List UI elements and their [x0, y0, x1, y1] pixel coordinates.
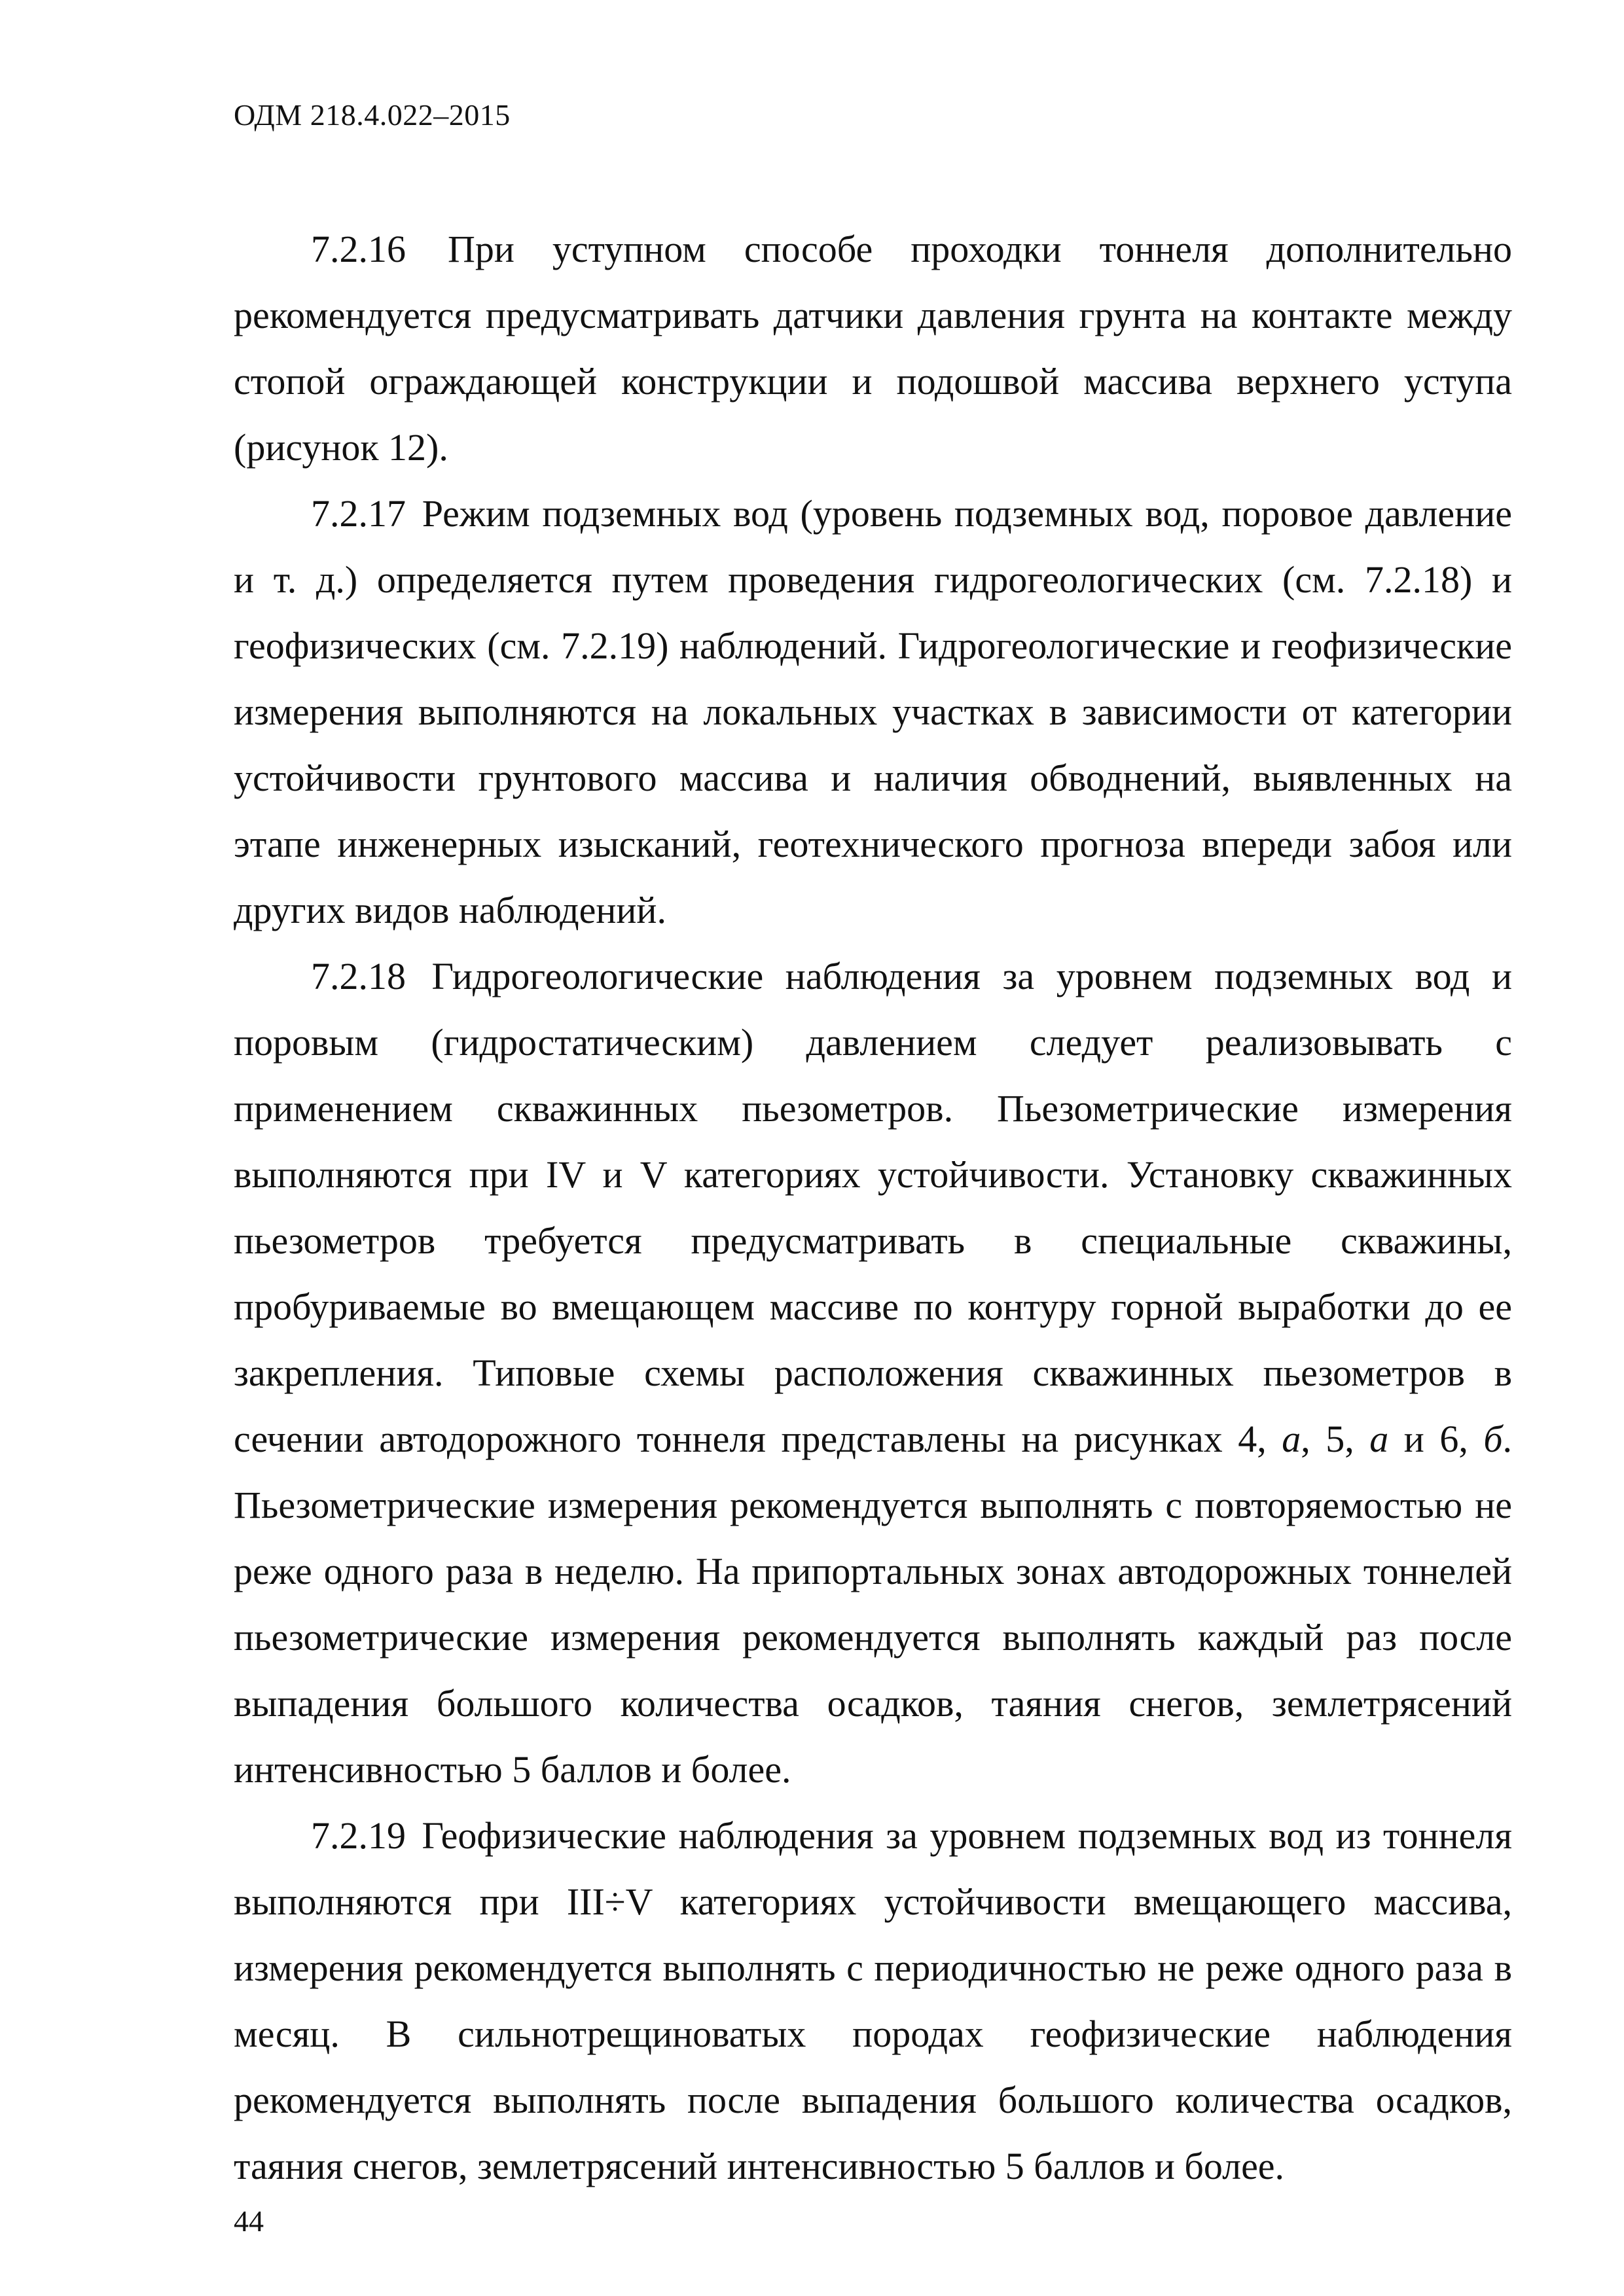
clause-number: 7.2.19	[311, 1814, 406, 1857]
figure-ref-4a: а	[1282, 1418, 1301, 1460]
paragraph-text: Режим подземных вод (уровень подземных вод, поровое давление и т. д.) определяется путем проведения гидрогеологических (см. 7.2.18) и геофизических (см. 7.2.19) наблюдений. Гидрогеологические и геофизические измерения выполняются на локальных участках в зависимости от категории устойчивости грунтового массива и наличия обводнений, выявленных на этапе инженерных изысканий, геотехнического прогноза впереди забоя или других видов наблюдений.	[234, 492, 1512, 931]
paragraph-text: Геофизические наблюдения за уровнем подземных вод из тоннеля выполняются при III÷V категориях устойчивости вмещающего массива, измерения рекомендуется выполнять с периодичностью не реже одного раза в месяц. В сильнотрещиноватых породах геофизические наблюдения рекомендуется выполнять после выпадения большого количества осадков, таяния снегов, землетрясений интенсивностью 5 баллов и более.	[234, 1814, 1513, 2187]
paragraph-7-2-19	[234, 1803, 1512, 2199]
document-body	[234, 216, 1512, 2199]
clause-number: 7.2.17	[311, 492, 406, 535]
paragraph-7-2-17	[234, 480, 1512, 943]
paragraph-7-2-18	[234, 943, 1512, 1803]
paragraph-7-2-16	[234, 216, 1512, 480]
paragraph-text: При уступном способе проходки тоннеля дополнительно рекомендуется предусматривать датчики давления грунта на контакте между стопой ограждающей конструкции и подошвой массива верхнего уступа (рисунок 12).	[234, 228, 1512, 469]
paragraph-text-part-2: , 5,	[1301, 1418, 1354, 1460]
page-number: 44	[234, 2204, 264, 2238]
figure-ref-5a: а	[1369, 1418, 1389, 1460]
paragraph-text-part-3: и 6,	[1403, 1418, 1468, 1460]
paragraph-text-part-4: . Пьезометрические измерения рекомендуется выполнять с повторяемостью не реже одного раза в неделю. На припортальных зонах автодорожных тоннелей пьезометрические измерения рекомендуется выполнять каждый раз после выпадения большого количества осадков, таяния снегов, землетрясений интенсивностью 5 баллов и более.	[234, 1418, 1513, 1791]
figure-ref-6b: б	[1483, 1418, 1503, 1460]
document-code-header: ОДМ 218.4.022–2015	[234, 98, 511, 132]
paragraph-text-part-1: Гидрогеологические наблюдения за уровнем подземных вод и поровым (гидростатическим) давлением следует реализовывать с применением скважинных пьезометров. Пьезометрические измерения выполняются при IV и V категориях устойчивости. Установку скважинных пьезометров требуется предусматривать в специальные скважины, пробуриваемые во вмещающем массиве по контуру горной выработки до ее закрепления. Типовые схемы расположения скважинных пьезометров в сечении автодорожного тоннеля представлены на рисунках 4,	[234, 955, 1512, 1460]
clause-number: 7.2.18	[311, 955, 406, 997]
clause-number: 7.2.16	[311, 228, 406, 270]
